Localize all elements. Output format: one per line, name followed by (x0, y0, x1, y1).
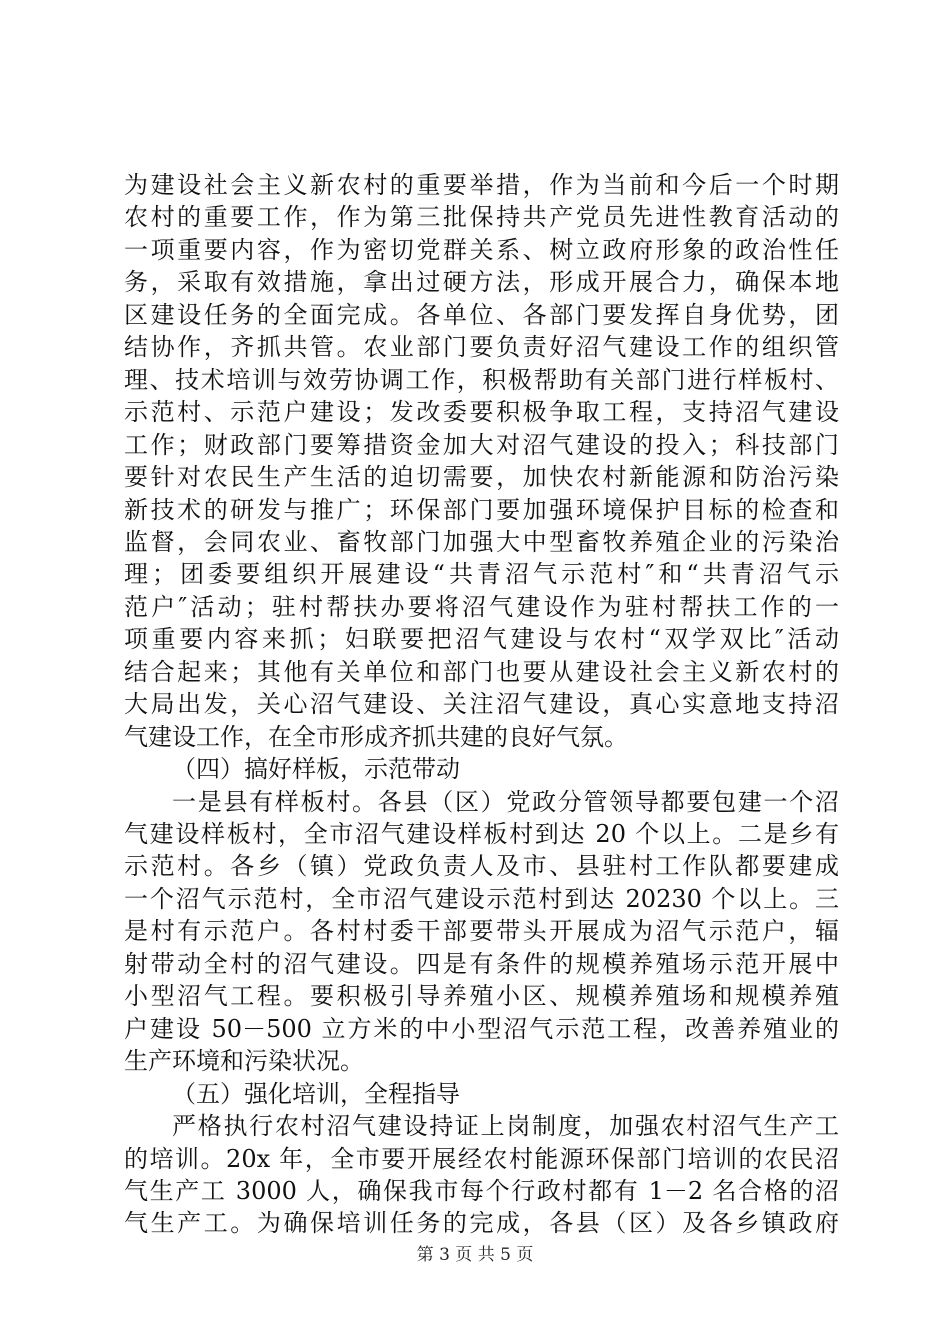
text-line: 的培训。20x 年，全市要开展经农村能源环保部门培训的农民沼 (124, 1144, 839, 1173)
text-line: 户建设 50－500 立方米的中小型沼气示范工程，改善养殖业的 (124, 1014, 839, 1043)
text-line: 范户″活动；驻村帮扶办要将沼气建设作为驻村帮扶工作的一 (124, 592, 839, 621)
text-line: 新技术的研发与推广；环保部门要加强环境保护目标的检查和 (124, 495, 839, 524)
text-line: 一个沼气示范村，全市沼气建设示范村到达 20230 个以上。三 (124, 884, 839, 913)
text-line: 结合起来；其他有关单位和部门也要从建设社会主义新农村的 (124, 657, 839, 686)
text-line: 示范村、示范户建设；发改委要积极争取工程，支持沼气建设 (124, 398, 839, 427)
text-line: 气建设工作，在全市形成齐抓共建的良好气氛。 (124, 722, 628, 751)
text-line: 一项重要内容，作为密切党群关系、树立政府形象的政治性任 (124, 235, 839, 264)
text-line: 工作；财政部门要筹措资金加大对沼气建设的投入；科技部门 (124, 430, 839, 459)
text-line: 气生产工 3000 人，确保我市每个行政村都有 1－2 名合格的沼 (124, 1176, 839, 1205)
text-line: 气生产工。为确保培训任务的完成，各县（区）及各乡镇政府 (124, 1209, 839, 1238)
text-line: 项重要内容来抓；妇联要把沼气建设与农村“双学双比″活动 (124, 625, 839, 654)
page-number-footer: 第 3 页 共 5 页 (416, 1245, 534, 1265)
text-line: 大局出发，关心沼气建设、关注沼气建设，真心实意地支持沼 (124, 690, 839, 719)
text-line: 小型沼气工程。要积极引导养殖小区、规模养殖场和规模养殖 (124, 982, 839, 1011)
text-line: 区建设任务的全面完成。各单位、各部门要发挥自身优势，团 (124, 300, 839, 329)
text-line: 理、技术培训与效劳协调工作，积极帮助有关部门进行样板村、 (124, 365, 839, 394)
text-line: 射带动全村的沼气建设。四是有条件的规模养殖场示范开展中 (124, 949, 839, 978)
section-heading-4: （四）搞好样板，示范带动 (172, 755, 460, 784)
section-heading-5: （五）强化培训，全程指导 (172, 1079, 460, 1108)
text-line: 要针对农民生产生活的迫切需要，加快农村新能源和防治污染 (124, 463, 839, 492)
text-line: 农村的重要工作，作为第三批保持共产党员先进性教育活动的 (124, 203, 839, 232)
text-line: 理；团委要组织开展建设“共青沼气示范村″和“共青沼气示 (124, 560, 839, 589)
text-line: 务，采取有效措施，拿出过硬方法，形成开展合力，确保本地 (124, 268, 839, 297)
text-line: 监督，会同农业、畜牧部门加强大中型畜牧养殖企业的污染治 (124, 527, 839, 556)
text-line: 是村有示范户。各村村委干部要带头开展成为沼气示范户，辐 (124, 917, 839, 946)
text-line: 严格执行农村沼气建设持证上岗制度，加强农村沼气生产工 (172, 1112, 839, 1141)
text-line: 结协作，齐抓共管。农业部门要负责好沼气建设工作的组织管 (124, 333, 839, 362)
text-line: 示范村。各乡（镇）党政负责人及市、县驻村工作队都要建成 (124, 852, 839, 881)
text-line: 一是县有样板村。各县（区）党政分管领导都要包建一个沼 (172, 787, 839, 816)
text-line: 气建设样板村，全市沼气建设样板村到达 20 个以上。二是乡有 (124, 820, 839, 848)
text-line: 生产环境和污染状况。 (124, 1047, 364, 1076)
text-line: 为建设社会主义新农村的重要举措，作为当前和今后一个时期 (124, 171, 839, 199)
